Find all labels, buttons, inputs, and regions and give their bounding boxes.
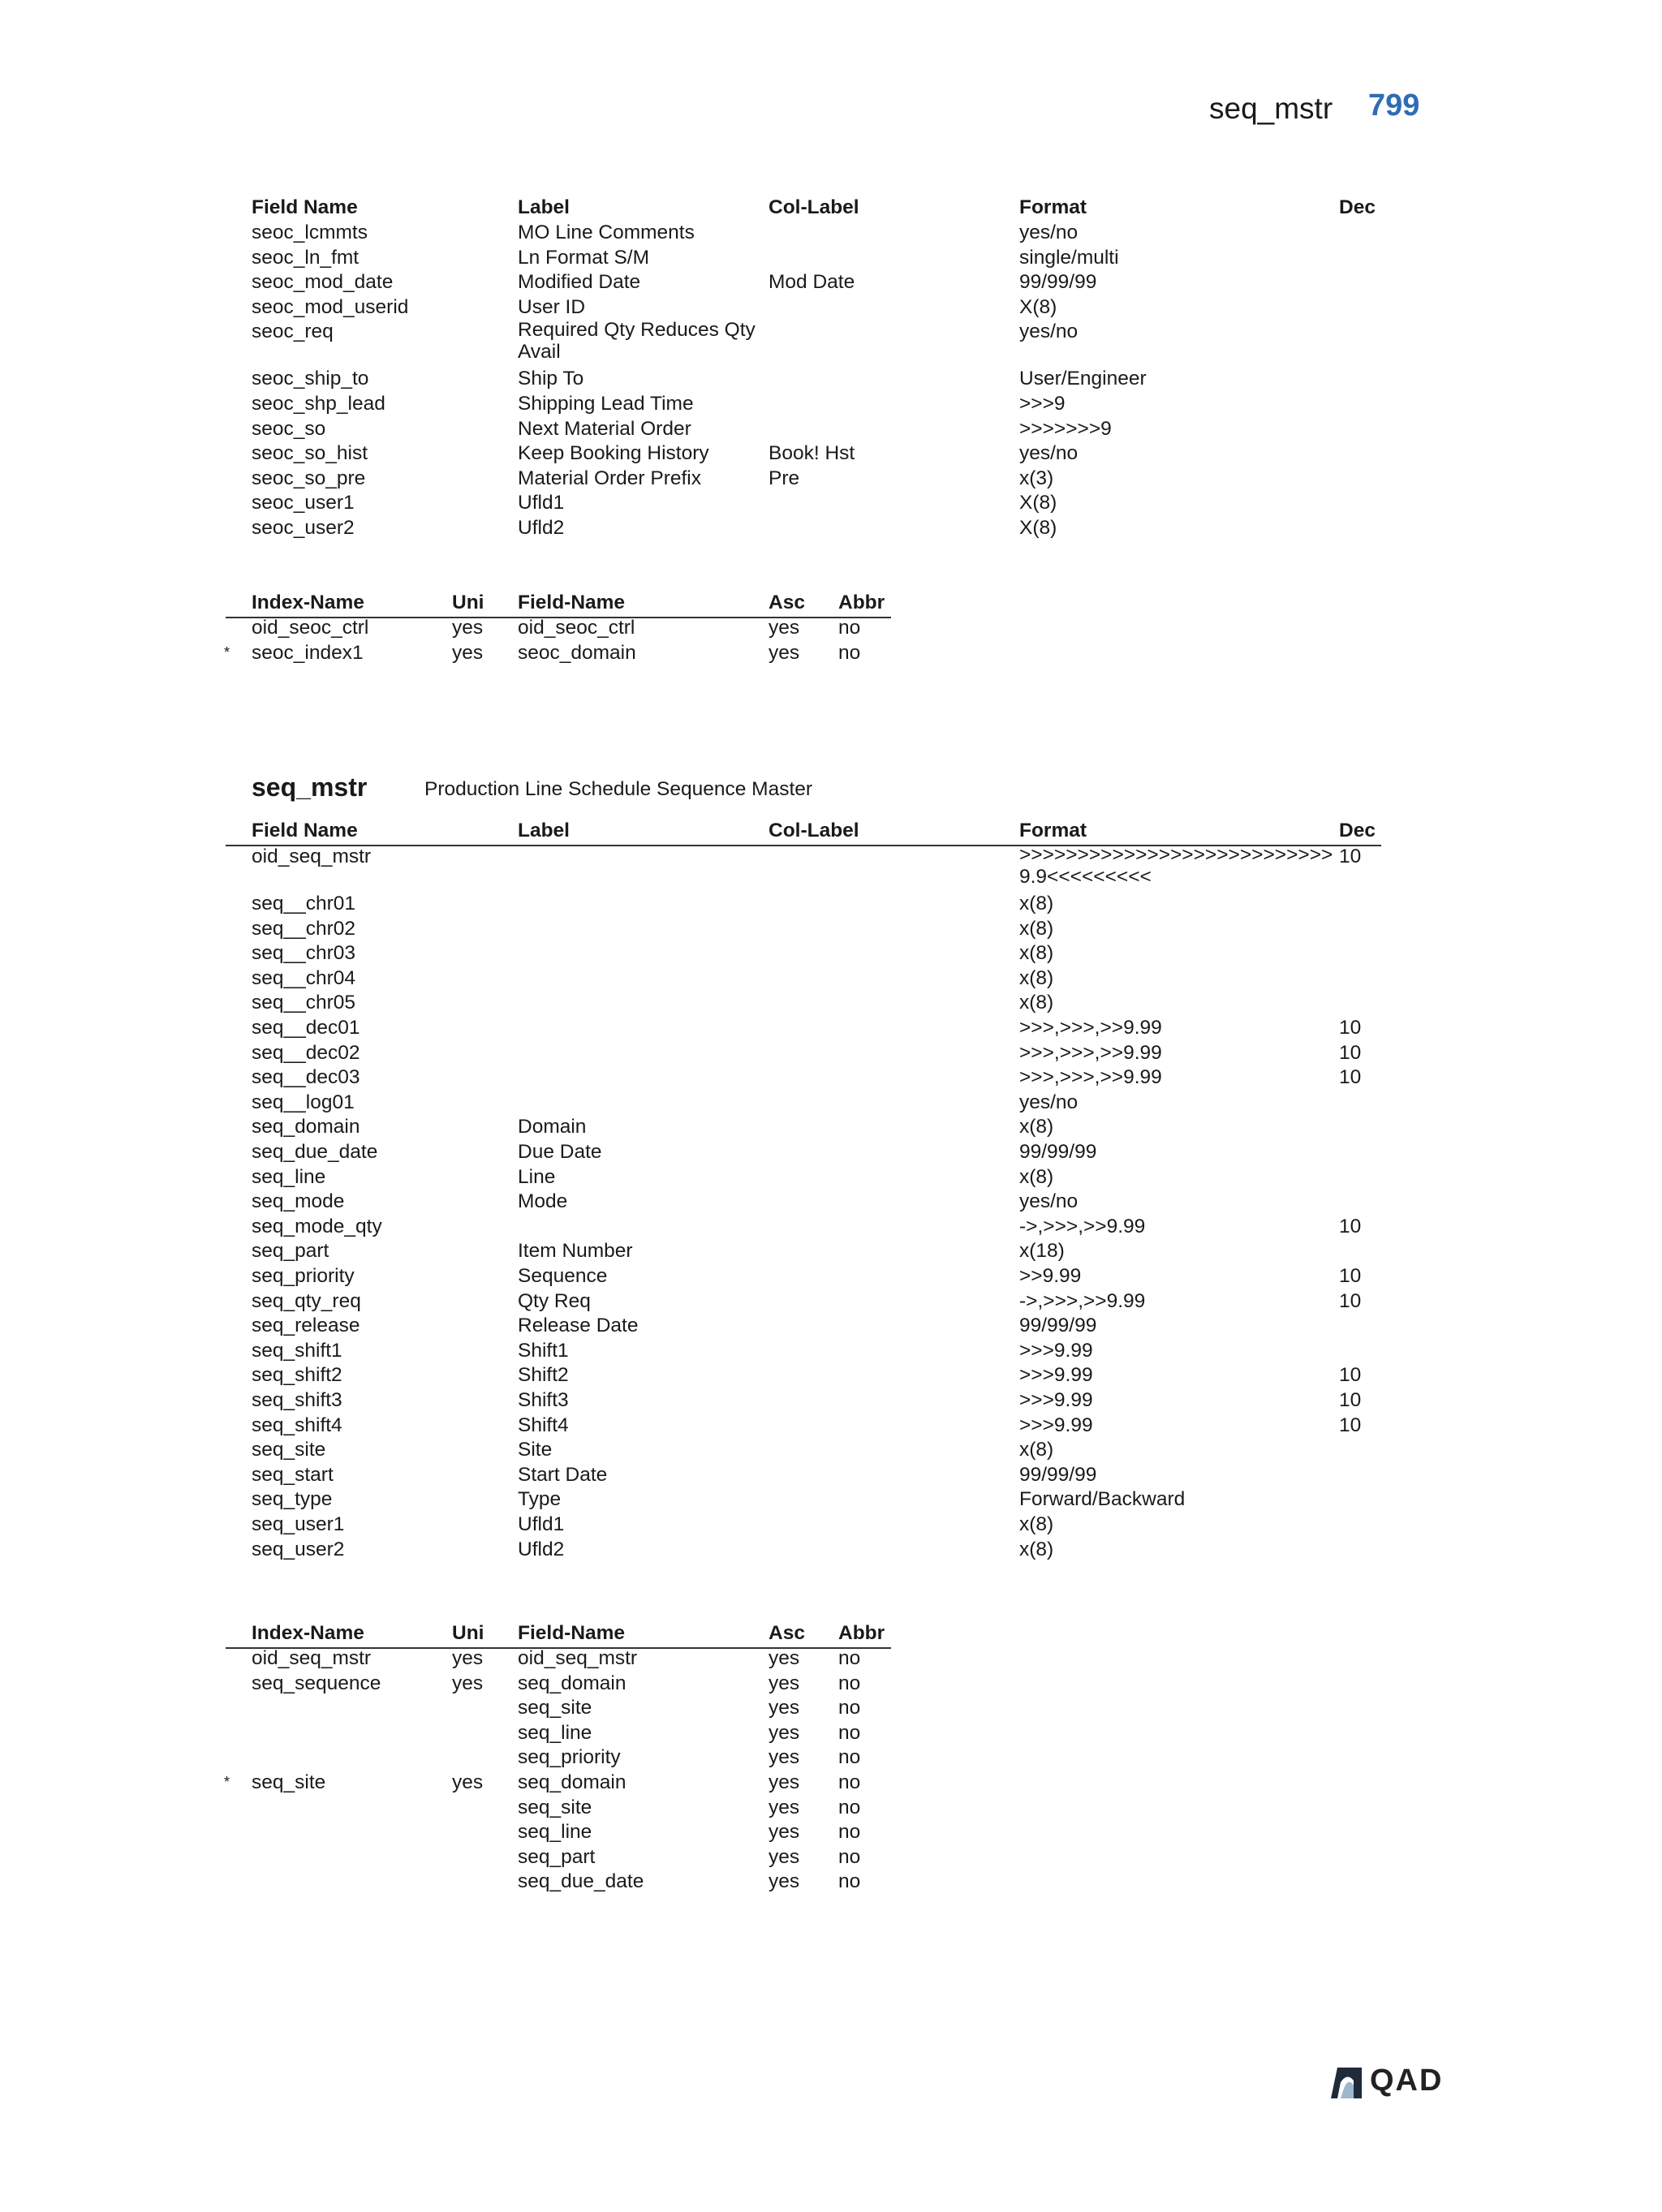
field-format: yes/no: [1019, 321, 1079, 343]
field-name: seoc_mod_date: [252, 271, 394, 294]
field-name: seq_part: [252, 1240, 329, 1263]
field-name: seoc_mod_userid: [252, 295, 409, 318]
field-dec: 10: [1339, 1066, 1362, 1089]
index-row: [0, 1695, 1662, 1720]
field-format: >>>,>>>,>>9.99: [1019, 1066, 1162, 1089]
index-ascending: yes: [769, 1721, 800, 1744]
field-name: seoc_shp_lead: [252, 393, 385, 415]
index-abbreviated: no: [838, 1821, 861, 1844]
index-abbreviated: no: [838, 641, 861, 664]
field-label: Required Qty Reduces Qty Avail: [518, 319, 756, 364]
field-dec: 10: [1339, 1414, 1362, 1436]
field-name: seq_user1: [252, 1513, 345, 1535]
field-format: >>9.99: [1019, 1265, 1082, 1287]
index-header-asc: Asc: [769, 592, 805, 613]
field-format: x(8): [1019, 1513, 1054, 1535]
field-name: seoc_ln_fmt: [252, 246, 360, 269]
field-col-label: Book! Hst: [769, 442, 855, 465]
table-row: [0, 966, 1662, 991]
table-row: [0, 891, 1662, 916]
field-label: Release Date: [518, 1315, 639, 1337]
header-field: Field Name: [252, 820, 358, 841]
field-name: seoc_lcmmts: [252, 222, 368, 243]
field-format: x(8): [1019, 893, 1054, 914]
field-name: seq_shift1: [252, 1339, 342, 1362]
field-name: seoc_user2: [252, 517, 355, 539]
index-abbreviated: no: [838, 1845, 861, 1868]
index-abbreviated: no: [838, 1796, 861, 1818]
table-row: [0, 515, 1662, 540]
table-row: [0, 916, 1662, 941]
field-name: seq_mode: [252, 1190, 345, 1213]
field-label: Ship To: [518, 368, 584, 390]
field-format: ->,>>>,>>9.99: [1019, 1289, 1146, 1312]
page-number: 799: [1368, 88, 1420, 123]
field-label: Ufld2: [518, 517, 565, 539]
field-label: Due Date: [518, 1141, 602, 1163]
index-ascending: yes: [769, 1796, 800, 1818]
table-header-row: [0, 818, 1662, 843]
table-row: [0, 844, 1662, 891]
field-label: User ID: [518, 295, 586, 318]
field-label: Ln Format S/M: [518, 246, 650, 269]
table-row: [0, 416, 1662, 441]
table-row: [0, 1289, 1662, 1314]
table-row: [0, 391, 1662, 416]
field-name: seq_qty_req: [252, 1289, 361, 1312]
field-format: >>>9.99: [1019, 1414, 1093, 1436]
field-format: x(3): [1019, 467, 1054, 489]
index-name: seoc_index1: [252, 641, 364, 664]
table-row: [0, 1413, 1662, 1438]
field-dec: 10: [1339, 1289, 1362, 1312]
field-name: seq_domain: [252, 1116, 360, 1138]
header-dec: Dec: [1339, 820, 1376, 841]
index-header-name: Index-Name: [252, 1622, 364, 1644]
field-format: yes/no: [1019, 1091, 1079, 1113]
primary-index-marker: *: [224, 643, 230, 661]
field-name: seq_site: [252, 1439, 326, 1461]
field-label: MO Line Comments: [518, 222, 695, 243]
field-name: seq_line: [252, 1165, 326, 1188]
header-dec: Dec: [1339, 196, 1376, 218]
index-ascending: yes: [769, 1697, 800, 1719]
field-format: x(8): [1019, 966, 1054, 989]
field-label: Start Date: [518, 1463, 608, 1486]
field-name: seq_user2: [252, 1538, 345, 1560]
field-label: Mode: [518, 1190, 568, 1213]
index-ascending: yes: [769, 1845, 800, 1868]
field-format: >>>9.99: [1019, 1339, 1093, 1362]
field-format: ->,>>>,>>9.99: [1019, 1215, 1146, 1237]
table-row: [0, 1238, 1662, 1263]
field-format: >>>9.99: [1019, 1389, 1093, 1411]
field-format: X(8): [1019, 492, 1057, 514]
header-col-label: Col-Label: [769, 196, 859, 218]
table-row: [0, 1015, 1662, 1040]
field-name: seq__chr01: [252, 893, 356, 914]
index-row: [0, 1844, 1662, 1870]
table-row: [0, 1090, 1662, 1115]
field-format: x(8): [1019, 917, 1054, 940]
index-ascending: yes: [769, 1647, 800, 1669]
header-format: Format: [1019, 196, 1087, 218]
index-name: oid_seq_mstr: [252, 1647, 372, 1669]
table-row: [0, 1537, 1662, 1562]
field-name: seq_shift3: [252, 1389, 342, 1411]
field-format: x(8): [1019, 1538, 1054, 1560]
index-abbreviated: no: [838, 1672, 861, 1694]
index-header-abbr: Abbr: [838, 592, 885, 613]
index-header-asc: Asc: [769, 1622, 805, 1644]
index-name: oid_seoc_ctrl: [252, 617, 369, 639]
index-abbreviated: no: [838, 1721, 861, 1744]
index-unique: yes: [452, 617, 484, 639]
field-name: seq__chr02: [252, 917, 356, 940]
field-label: Next Material Order: [518, 417, 691, 440]
field-format: >>>>>>>>>>>>>>>>>>>>>>>>>>>9.9<<<<<<<<<: [1019, 844, 1333, 888]
index-header-name: Index-Name: [252, 592, 364, 613]
table-row: [0, 1388, 1662, 1413]
index-header-uni: Uni: [452, 1622, 484, 1644]
index-header-abbr: Abbr: [838, 1622, 885, 1644]
index-row: [0, 1646, 1662, 1671]
index-row: [0, 1745, 1662, 1770]
field-label: Shift4: [518, 1414, 569, 1436]
header-label: Label: [518, 196, 570, 218]
table-row: [0, 1313, 1662, 1338]
table-row: [0, 1462, 1662, 1487]
index-abbreviated: no: [838, 1647, 861, 1669]
field-format: X(8): [1019, 517, 1057, 539]
field-label: Ufld1: [518, 492, 565, 514]
index-row: [0, 615, 1662, 640]
index-row: [0, 1819, 1662, 1844]
field-format: >>>9.99: [1019, 1364, 1093, 1387]
field-name: oid_seq_mstr: [252, 846, 372, 867]
index-field-name: seq_domain: [518, 1672, 626, 1694]
index-field-name: seq_priority: [518, 1746, 621, 1769]
field-label: Qty Req: [518, 1289, 591, 1312]
field-name: seoc_req: [252, 321, 334, 343]
index-abbreviated: no: [838, 617, 861, 639]
table-row: [0, 441, 1662, 466]
field-label: Material Order Prefix: [518, 467, 702, 489]
field-dec: 10: [1339, 1265, 1362, 1287]
field-name: seq__chr05: [252, 992, 356, 1014]
field-dec: 10: [1339, 1215, 1362, 1237]
index-field-name: seq_part: [518, 1845, 596, 1868]
index-abbreviated: no: [838, 1870, 861, 1893]
table-row: [0, 940, 1662, 966]
field-format: yes/no: [1019, 222, 1079, 243]
page-header-title: seq_mstr: [1209, 92, 1333, 125]
index-field-name: seq_site: [518, 1697, 592, 1719]
table-row: [0, 319, 1662, 366]
index-header-uni: Uni: [452, 592, 484, 613]
field-format: 99/99/99: [1019, 271, 1097, 294]
field-format: >>>9: [1019, 393, 1066, 415]
table-row: [0, 245, 1662, 270]
index-field-name: seq_due_date: [518, 1870, 644, 1893]
table-header-row: [0, 195, 1662, 220]
field-name: seoc_user1: [252, 492, 355, 514]
field-name: seq__log01: [252, 1091, 355, 1113]
index-unique: yes: [452, 1672, 484, 1694]
table-row: [0, 1263, 1662, 1289]
field-label: Site: [518, 1439, 553, 1461]
table-row: [0, 1487, 1662, 1512]
table-row: [0, 1437, 1662, 1462]
field-name: seoc_so_hist: [252, 442, 368, 465]
field-format: x(8): [1019, 942, 1054, 965]
field-dec: 10: [1339, 1017, 1362, 1039]
index-row: [0, 1795, 1662, 1820]
index-row: [0, 1671, 1662, 1696]
field-format: x(8): [1019, 992, 1054, 1014]
table-description: Production Line Schedule Sequence Master: [424, 778, 813, 800]
field-label: Type: [518, 1488, 562, 1511]
field-label: Ufld1: [518, 1513, 565, 1535]
field-dec: 10: [1339, 1364, 1362, 1387]
index-abbreviated: no: [838, 1771, 861, 1793]
index-ascending: yes: [769, 1771, 800, 1793]
index-field-name: oid_seoc_ctrl: [518, 617, 635, 639]
index-field-name: seoc_domain: [518, 641, 636, 664]
field-format: 99/99/99: [1019, 1463, 1097, 1486]
table-row: [0, 1040, 1662, 1065]
header-col-label: Col-Label: [769, 820, 859, 841]
field-label: Shift3: [518, 1389, 569, 1411]
field-name: seq_shift4: [252, 1414, 342, 1436]
field-dec: 10: [1339, 1389, 1362, 1411]
field-format: X(8): [1019, 295, 1057, 318]
table-row: [0, 490, 1662, 515]
field-format: x(8): [1019, 1439, 1054, 1461]
field-name: seoc_so: [252, 417, 326, 440]
index-ascending: yes: [769, 641, 800, 664]
index-unique: yes: [452, 1647, 484, 1669]
index-field-name: seq_line: [518, 1721, 592, 1744]
field-format: yes/no: [1019, 442, 1079, 465]
index-field-name: oid_seq_mstr: [518, 1647, 638, 1669]
table-row: [0, 295, 1662, 320]
field-format: >>>,>>>,>>9.99: [1019, 1017, 1162, 1039]
field-format: x(8): [1019, 1116, 1054, 1138]
field-name: seoc_ship_to: [252, 368, 369, 390]
index-name: seq_site: [252, 1771, 326, 1793]
index-row: [0, 1720, 1662, 1745]
field-dec: 10: [1339, 846, 1362, 867]
table-row: [0, 269, 1662, 295]
index-field-name: seq_line: [518, 1821, 592, 1844]
table-row: [0, 1214, 1662, 1239]
table-row: [0, 1139, 1662, 1164]
field-col-label: Pre: [769, 467, 800, 489]
qad-logo-text: QAD: [1370, 2064, 1444, 2098]
field-label: Keep Booking History: [518, 442, 709, 465]
index-unique: yes: [452, 1771, 484, 1793]
table-row: [0, 1338, 1662, 1363]
field-label: Domain: [518, 1116, 587, 1138]
field-name: seq_mode_qty: [252, 1215, 382, 1237]
field-label: Modified Date: [518, 271, 641, 294]
field-label: Shift1: [518, 1339, 569, 1362]
table-row: [0, 1512, 1662, 1537]
field-format: >>>>>>>9: [1019, 417, 1112, 440]
table-row: [0, 1114, 1662, 1139]
table-row: [0, 990, 1662, 1015]
field-name: seoc_so_pre: [252, 467, 366, 489]
field-label: Line: [518, 1165, 556, 1188]
field-name: seq_due_date: [252, 1141, 378, 1163]
field-name: seq_priority: [252, 1265, 355, 1287]
index-header-field: Field-Name: [518, 592, 626, 613]
field-format: 99/99/99: [1019, 1141, 1097, 1163]
table-row: [0, 1189, 1662, 1214]
index-header-row: [0, 590, 1662, 615]
field-name: seq__dec02: [252, 1041, 360, 1064]
field-label: Sequence: [518, 1265, 608, 1287]
field-name: seq__dec01: [252, 1017, 360, 1039]
field-dec: 10: [1339, 1041, 1362, 1064]
table-name: seq_mstr: [252, 772, 368, 802]
field-name: seq_shift2: [252, 1364, 342, 1387]
table-row: [0, 1065, 1662, 1090]
index-header-row: [0, 1620, 1662, 1646]
index-abbreviated: no: [838, 1746, 861, 1769]
field-name: seq__chr03: [252, 942, 356, 965]
field-format: >>>,>>>,>>9.99: [1019, 1041, 1162, 1064]
field-format: User/Engineer: [1019, 368, 1147, 390]
index-unique: yes: [452, 641, 484, 664]
table-row: [0, 366, 1662, 391]
table-row: [0, 466, 1662, 491]
field-label: Ufld2: [518, 1538, 565, 1560]
field-format: x(8): [1019, 1165, 1054, 1188]
field-name: seq_type: [252, 1488, 333, 1511]
table-row: [0, 1362, 1662, 1388]
header-label: Label: [518, 820, 570, 841]
index-header-field: Field-Name: [518, 1622, 626, 1644]
field-name: seq__chr04: [252, 966, 356, 989]
field-format: single/multi: [1019, 246, 1119, 269]
table-row: [0, 1164, 1662, 1190]
field-format: Forward/Backward: [1019, 1488, 1186, 1511]
field-col-label: Mod Date: [769, 271, 855, 294]
field-format: 99/99/99: [1019, 1315, 1097, 1337]
index-ascending: yes: [769, 1870, 800, 1893]
index-row: [0, 1770, 1662, 1795]
index-ascending: yes: [769, 1672, 800, 1694]
index-ascending: yes: [769, 1821, 800, 1844]
field-name: seq_release: [252, 1315, 360, 1337]
index-field-name: seq_domain: [518, 1771, 626, 1793]
index-row: [0, 640, 1662, 665]
index-abbreviated: no: [838, 1697, 861, 1719]
field-format: yes/no: [1019, 1190, 1079, 1213]
header-format: Format: [1019, 820, 1087, 841]
table-row: [0, 220, 1662, 245]
index-ascending: yes: [769, 617, 800, 639]
index-row: [0, 1869, 1662, 1894]
field-label: Shipping Lead Time: [518, 393, 694, 415]
index-name: seq_sequence: [252, 1672, 381, 1694]
index-field-name: seq_site: [518, 1796, 592, 1818]
field-name: seq_start: [252, 1463, 334, 1486]
index-ascending: yes: [769, 1746, 800, 1769]
header-field: Field Name: [252, 196, 358, 218]
field-label: Item Number: [518, 1240, 633, 1263]
field-format: x(18): [1019, 1240, 1065, 1263]
field-name: seq__dec03: [252, 1066, 360, 1089]
primary-index-marker: *: [224, 1774, 230, 1790]
field-label: Shift2: [518, 1364, 569, 1387]
